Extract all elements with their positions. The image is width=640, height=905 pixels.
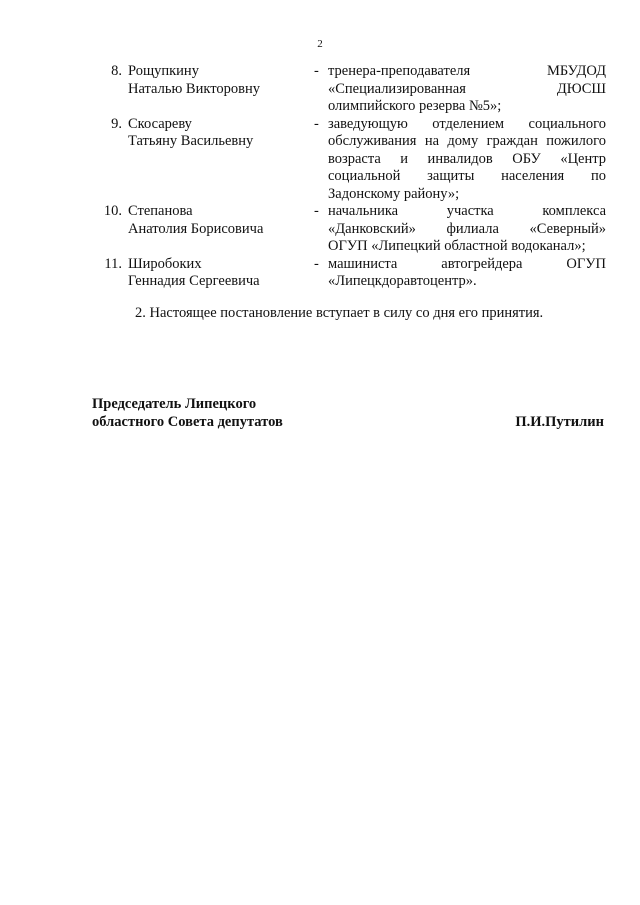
position-line: «Липецкдоравтоцентр». xyxy=(328,273,477,289)
list-item xyxy=(92,256,606,291)
entry-dash: - xyxy=(314,255,319,272)
person-surname: Рощупкину xyxy=(128,63,199,79)
person-given-names: Геннадия Сергеевича xyxy=(128,273,260,289)
entry-position xyxy=(328,116,606,204)
position-line: машиниста автогрейдера ОГУП xyxy=(328,255,606,272)
entry-position xyxy=(328,256,606,291)
entry-dash: - xyxy=(314,63,319,79)
entry-person xyxy=(128,63,308,98)
signatory-title xyxy=(92,395,283,431)
position-line: Задонскому району»; xyxy=(328,185,460,202)
position-line: тренера-преподавателя МБУДОД xyxy=(328,63,606,79)
effective-date-paragraph: 2. Настоящее постановление вступает в силу со дня его принятия. xyxy=(135,305,544,321)
entry-number: 9. xyxy=(111,115,122,132)
entry-dash: - xyxy=(314,115,319,132)
entry-number: 8. xyxy=(111,63,122,79)
person-given-names: Татьяну Васильевну xyxy=(128,133,254,149)
position-line: олимпийского резерва №5»; xyxy=(328,98,502,114)
person-given-names: Наталью Викторовну xyxy=(128,80,260,97)
entry-person xyxy=(128,256,308,291)
list-item xyxy=(92,116,606,204)
position-line: заведующую отделением социального xyxy=(328,115,606,132)
position-line: возраста и инвалидов ОБУ «Центр xyxy=(328,150,606,167)
entry-person xyxy=(128,116,308,151)
position-line: социальной защиты населения по xyxy=(328,168,606,184)
person-surname: Широбоких xyxy=(128,255,202,272)
entry-dash: - xyxy=(314,203,319,219)
position-line: «Специализированная ДЮСШ xyxy=(328,80,606,97)
position-line: начальника участка комплекса xyxy=(328,203,606,219)
position-line: ОГУП «Липецкий областной водоканал»; xyxy=(328,238,586,254)
person-given-names: Анатолия Борисовича xyxy=(128,220,264,237)
person-surname: Степанова xyxy=(128,203,193,219)
list-item xyxy=(92,203,606,256)
position-line: «Данковский» филиала «Северный» xyxy=(328,220,606,237)
signatory-name: П.И.Путилин xyxy=(515,414,604,430)
entry-person xyxy=(128,203,308,238)
position-line: обслуживания на дому граждан пожилого xyxy=(328,133,606,149)
entry-number: 10. xyxy=(103,203,122,219)
entry-position xyxy=(328,63,606,116)
page-number: 2 xyxy=(317,38,323,50)
person-surname: Скосареву xyxy=(128,115,192,132)
appointee-list xyxy=(92,63,606,291)
list-item xyxy=(92,63,606,116)
entry-position xyxy=(328,203,606,256)
entry-number: 11. xyxy=(104,255,122,272)
signatory-title-line: Председатель Липецкого xyxy=(92,396,257,412)
signatory-title-line: областного Совета депутатов xyxy=(92,414,283,430)
